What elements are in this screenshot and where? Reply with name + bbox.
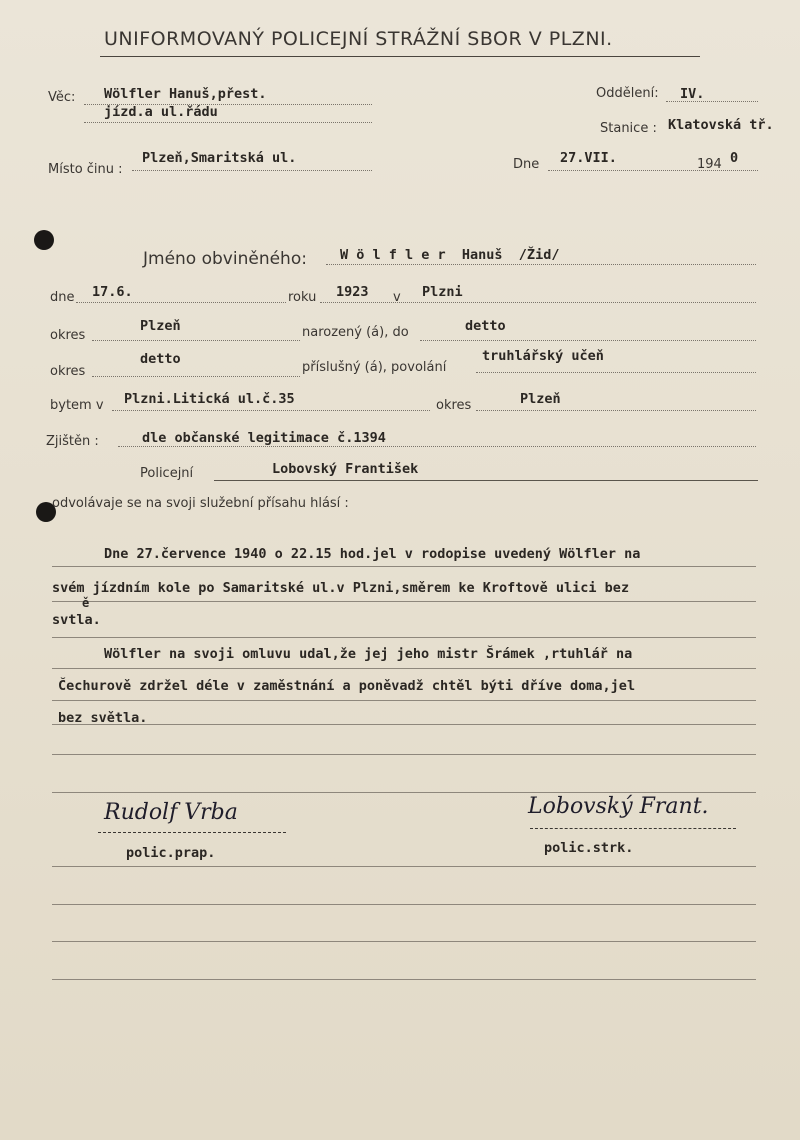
report-rule-1 — [52, 566, 756, 567]
v-value: Plzni — [422, 284, 463, 300]
v-dotted-line — [320, 302, 756, 303]
v-label: v — [393, 290, 401, 305]
oddeleni-dotted-line — [666, 101, 758, 102]
report-line-1: Dne 27.července 1940 o 22.15 hod.jel v rodopise uvedený Wölfler na — [104, 546, 641, 562]
okres1-dotted-line — [92, 340, 300, 341]
report-rule-2 — [52, 601, 756, 602]
report-rule-4 — [52, 668, 756, 669]
roku-label: roku — [288, 290, 317, 305]
report-rule-7 — [52, 754, 756, 755]
report-line-3: svtla. — [52, 612, 101, 628]
blank-rule-1 — [52, 866, 756, 867]
left-signature: Rudolf Vrba — [104, 800, 238, 825]
punch-hole-top — [34, 230, 54, 250]
narozeny-value: detto — [465, 318, 506, 334]
vec-dotted-line-2 — [84, 122, 372, 123]
okres3-dotted-line — [476, 410, 756, 411]
dne2-dotted-line — [76, 302, 286, 303]
okres1-label: okres — [50, 328, 86, 343]
misto-dotted-line — [132, 170, 372, 171]
zjisten-dotted-line — [118, 446, 756, 447]
povolani-dotted-line — [476, 372, 756, 373]
right-signature-line — [530, 828, 736, 829]
vec-value-line1: Wölfler Hanuš,přest. — [104, 86, 267, 102]
policejni-label: Policejní — [140, 466, 194, 481]
narozeny-label: narozený (á), do — [302, 325, 409, 340]
dne-label: Dne — [513, 157, 540, 172]
misto-label: Místo činu : — [48, 162, 123, 177]
narozeny-dotted-line — [420, 340, 756, 341]
stanice-value: Klatovská tř. — [668, 117, 774, 133]
report-rule-3 — [52, 637, 756, 638]
right-signature: Lobovský Frant. — [528, 794, 709, 819]
dne2-value: 17.6. — [92, 284, 133, 300]
bytem-value: Plzni.Litická ul.č.35 — [124, 391, 295, 407]
vec-label: Věc: — [48, 90, 76, 105]
stanice-label: Stanice : — [600, 121, 657, 136]
misto-value: Plzeň,Smaritská ul. — [142, 150, 297, 166]
povolani-value: truhlářský učeň — [482, 348, 604, 364]
prislusny-label: příslušný (á), povolání — [302, 360, 447, 375]
jmeno-dotted-line — [326, 264, 756, 265]
jmeno-value: W ö l f l e r Hanuš /Žid/ — [340, 247, 560, 263]
roku-value: 1923 — [336, 284, 369, 300]
okres3-value: Plzeň — [520, 391, 561, 407]
okres2-value: detto — [140, 351, 181, 367]
left-signature-line — [98, 832, 286, 833]
oddeleni-label: Oddělení: — [596, 86, 659, 101]
report-rule-5 — [52, 700, 756, 701]
dne-value: 27.VII. — [560, 150, 617, 166]
odvolavaje-text: odvolávaje se na svoji služební přísahu hlásí : — [52, 496, 349, 511]
bytem-label: bytem v — [50, 398, 104, 413]
report-line-2-correction: ě — [82, 596, 90, 610]
blank-rule-4 — [52, 979, 756, 980]
report-line-4: Wölfler na svoji omluvu udal,že jej jeho mistr Šrámek ,rtuhlář na — [104, 646, 633, 662]
page-title: UNIFORMOVANÝ POLICEJNÍ STRÁŽNÍ SBOR V PLZNI. — [104, 28, 613, 50]
report-rule-8 — [52, 792, 756, 793]
zjisten-value: dle občanské legitimace č.1394 — [142, 430, 386, 446]
title-underline — [100, 56, 700, 57]
policejni-value: Lobovský František — [272, 461, 419, 477]
vec-value-line2: jízd.a ul.řádu — [104, 104, 218, 120]
zjisten-label: Zjištěn : — [46, 434, 99, 449]
dne-dotted-line — [548, 170, 758, 171]
blank-rule-3 — [52, 941, 756, 942]
report-line-6: bez světla. — [58, 710, 148, 726]
policejni-line — [214, 480, 758, 481]
dne2-label: dne — [50, 290, 75, 305]
right-signature-title: polic.strk. — [544, 840, 634, 856]
left-signature-title: polic.prap. — [126, 845, 216, 861]
report-line-5: Čechurově zdržel déle v zaměstnání a poněvadž chtěl býti dříve doma,jel — [58, 678, 636, 694]
report-line-2: svém jízdním kole po Samaritské ul.v Plzni,směrem ke Kroftově ulici bez — [52, 580, 630, 596]
report-rule-6 — [52, 724, 756, 725]
jmeno-label: Jméno obviněného: — [143, 249, 307, 269]
okres2-label: okres — [50, 364, 86, 379]
year-suffix: 0 — [730, 150, 739, 166]
okres1-value: Plzeň — [140, 318, 181, 334]
blank-rule-2 — [52, 904, 756, 905]
oddeleni-value: IV. — [680, 86, 705, 102]
okres3-label: okres — [436, 398, 472, 413]
year-prefix: 194 — [697, 157, 722, 172]
okres2-dotted-line — [92, 376, 300, 377]
bytem-dotted-line — [112, 410, 430, 411]
